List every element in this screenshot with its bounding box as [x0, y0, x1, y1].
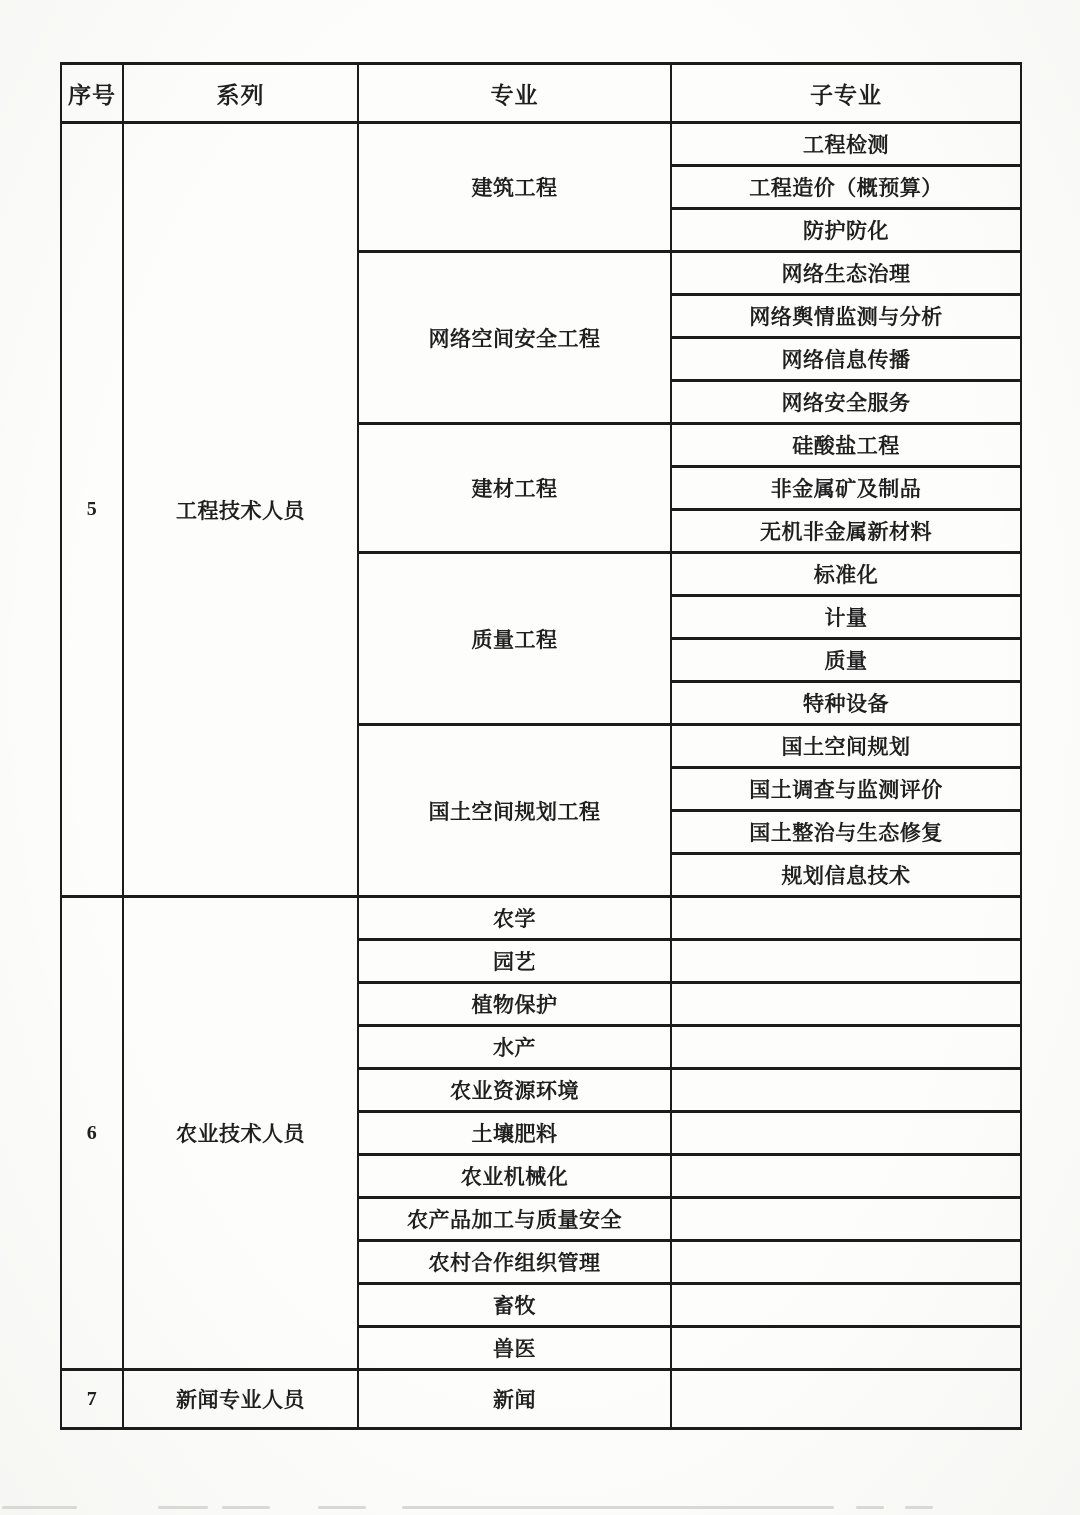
sub-specialty-cell-empty	[671, 1069, 1021, 1112]
major-cell: 园艺	[358, 940, 671, 983]
sub-specialty-cell-empty	[671, 1284, 1021, 1327]
major-cell: 土壤肥料	[358, 1112, 671, 1155]
scan-artifact-segment	[318, 1506, 366, 1509]
sub-specialty-cell: 网络生态治理	[671, 252, 1021, 295]
major-cell: 畜牧	[358, 1284, 671, 1327]
table-row	[61, 897, 1021, 940]
sub-specialty-cell: 网络舆情监测与分析	[671, 295, 1021, 338]
header-cell-3: 子专业	[671, 64, 1021, 123]
sub-specialty-cell: 网络安全服务	[671, 381, 1021, 424]
sub-specialty-cell-empty	[671, 1198, 1021, 1241]
major-cell: 水产	[358, 1026, 671, 1069]
scan-artifact-line	[0, 1506, 1080, 1510]
sub-specialty-cell: 规划信息技术	[671, 854, 1021, 897]
scan-artifact-segment	[905, 1506, 933, 1509]
major-cell: 网络空间安全工程	[358, 252, 671, 424]
scan-artifact-segment	[2, 1506, 77, 1509]
specialty-table	[60, 62, 1022, 1430]
sub-specialty-cell: 质量	[671, 639, 1021, 682]
sub-specialty-cell-empty	[671, 897, 1021, 940]
section-number-cell: 5	[61, 123, 123, 897]
scan-artifact-segment	[402, 1506, 834, 1509]
table-row	[61, 123, 1021, 166]
major-cell: 农业机械化	[358, 1155, 671, 1198]
sub-specialty-cell: 无机非金属新材料	[671, 510, 1021, 553]
major-cell: 建筑工程	[358, 123, 671, 252]
sub-specialty-cell-empty	[671, 1241, 1021, 1284]
major-cell: 国土空间规划工程	[358, 725, 671, 897]
sub-specialty-cell: 工程造价（概预算）	[671, 166, 1021, 209]
series-cell: 农业技术人员	[123, 897, 358, 1370]
sub-specialty-cell: 国土空间规划	[671, 725, 1021, 768]
major-cell: 建材工程	[358, 424, 671, 553]
major-cell: 农产品加工与质量安全	[358, 1198, 671, 1241]
sub-specialty-cell: 标准化	[671, 553, 1021, 596]
table-row	[61, 1370, 1021, 1429]
scan-artifact-segment	[856, 1506, 884, 1509]
major-cell: 质量工程	[358, 553, 671, 725]
sub-specialty-cell-empty	[671, 940, 1021, 983]
header-cell-0: 序号	[61, 64, 123, 123]
sub-specialty-cell-empty	[671, 1112, 1021, 1155]
sub-specialty-cell: 网络信息传播	[671, 338, 1021, 381]
sub-specialty-cell: 计量	[671, 596, 1021, 639]
sub-specialty-cell: 硅酸盐工程	[671, 424, 1021, 467]
major-cell: 植物保护	[358, 983, 671, 1026]
sub-specialty-cell: 国土调查与监测评价	[671, 768, 1021, 811]
sub-specialty-cell-empty	[671, 1370, 1021, 1429]
major-cell: 农学	[358, 897, 671, 940]
sub-specialty-cell-empty	[671, 1327, 1021, 1370]
sub-specialty-cell: 防护防化	[671, 209, 1021, 252]
scan-artifact-segment	[222, 1506, 270, 1509]
section-number-cell: 6	[61, 897, 123, 1370]
sub-specialty-cell-empty	[671, 983, 1021, 1026]
major-cell: 新闻	[358, 1370, 671, 1429]
sub-specialty-cell: 工程检测	[671, 123, 1021, 166]
header-row	[61, 64, 1021, 123]
sub-specialty-cell-empty	[671, 1155, 1021, 1198]
series-cell: 工程技术人员	[123, 123, 358, 897]
sub-specialty-cell: 非金属矿及制品	[671, 467, 1021, 510]
series-cell: 新闻专业人员	[123, 1370, 358, 1429]
major-cell: 兽医	[358, 1327, 671, 1370]
header-cell-1: 系列	[123, 64, 358, 123]
header-cell-2: 专业	[358, 64, 671, 123]
sub-specialty-cell-empty	[671, 1026, 1021, 1069]
major-cell: 农业资源环境	[358, 1069, 671, 1112]
section-number-cell: 7	[61, 1370, 123, 1429]
major-cell: 农村合作组织管理	[358, 1241, 671, 1284]
sub-specialty-cell: 国土整治与生态修复	[671, 811, 1021, 854]
sub-specialty-cell: 特种设备	[671, 682, 1021, 725]
scan-artifact-segment	[158, 1506, 208, 1509]
